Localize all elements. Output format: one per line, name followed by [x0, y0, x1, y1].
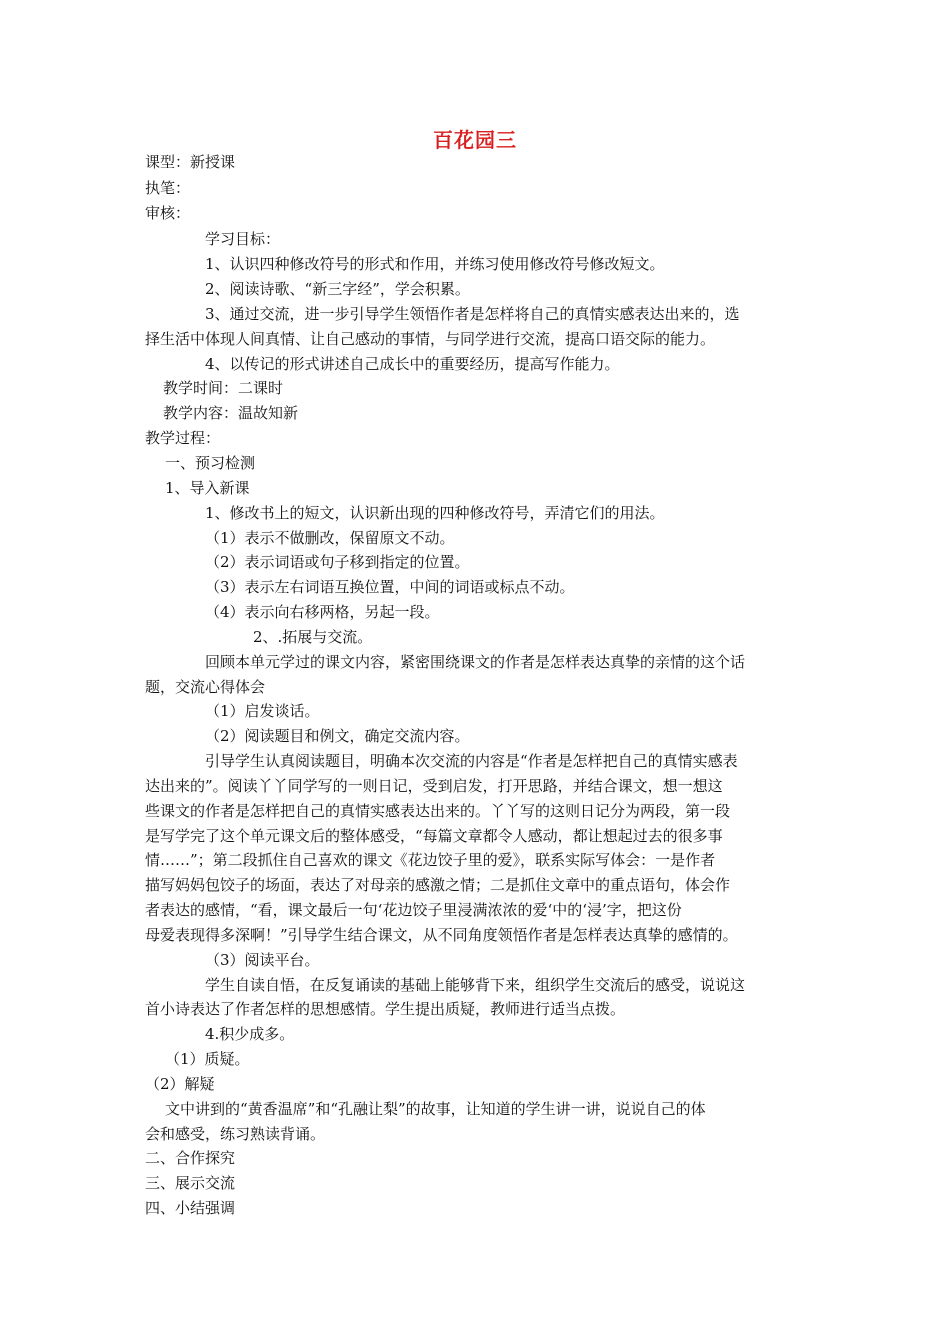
section-heading: 一、预习检测 [165, 454, 256, 472]
teaching-process: 教学过程： [145, 429, 221, 447]
paragraph-line: 2、.拓展与交流。 [253, 628, 373, 646]
paragraph-line: 引导学生认真阅读题目，明确本次交流的内容是“作者是怎样把自己的真情实感表 [205, 752, 738, 770]
teaching-content: 教学内容：温故知新 [163, 404, 299, 422]
goals-heading: 学习目标： [205, 230, 281, 248]
paragraph-line: 首小诗表达了作者怎样的思想感情。学生提出质疑，教师进行适当点拨。 [145, 1000, 626, 1018]
section-heading: 四、小结强调 [145, 1199, 236, 1217]
paragraph-line: 1、修改书上的短文，认识新出现的四种修改符号，弄清它们的用法。 [205, 504, 665, 522]
goal-item-cont: 择生活中体现人间真情、让自己感动的事情，与同学进行交流，提高口语交际的能力。 [145, 330, 716, 348]
paragraph-line: 题，交流心得体会 [145, 678, 266, 696]
list-item: （3）阅读平台。 [205, 951, 320, 969]
list-item: （1）质疑。 [165, 1050, 250, 1068]
list-item: （2）阅读题目和例文，确定交流内容。 [205, 727, 470, 745]
paragraph-line: 些课文的作者是怎样把自己的真情实感表达出来的。丫丫写的这则日记分为两段，第一段 [145, 802, 731, 820]
section-heading: 三、展示交流 [145, 1174, 236, 1192]
list-item: （3）表示左右词语互换位置，中间的词语或标点不动。 [205, 578, 575, 596]
goal-item: 3、通过交流，进一步引导学生领悟作者是怎样将自己的真情实感表达出来的，选 [205, 305, 740, 323]
paragraph-line: 情……”；第二段抓住自己喜欢的课文《花边饺子里的爱》，联系实际写体会：一是作者 [145, 851, 716, 869]
list-item: （2）表示词语或句子移到指定的位置。 [205, 553, 470, 571]
paragraph-line: 回顾本单元学过的课文内容，紧密围绕课文的作者是怎样表达真挚的亲情的这个话 [205, 653, 746, 671]
subsection-heading: 1、导入新课 [165, 479, 250, 497]
paragraph-line: 是写学完了这个单元课文后的整体感受，“每篇文章都令人感动，都让想起过去的很多事 [145, 827, 723, 845]
list-item: （1）启发谈话。 [205, 702, 320, 720]
review-line: 审核： [145, 204, 191, 222]
goal-item: 2、阅读诗歌、“新三字经”，学会积累。 [205, 280, 470, 298]
writer-line: 执笔： [145, 179, 191, 197]
page-title: 百花园三 [433, 128, 517, 152]
paragraph-line: 描写妈妈包饺子的场面，表达了对母亲的感激之情；二是抓住文章中的重点语句，体会作 [145, 876, 731, 894]
list-item: （2）解疑 [145, 1075, 215, 1093]
paragraph-line: 4.积少成多。 [205, 1025, 295, 1043]
paragraph-line: 者表达的感情，“看，课文最后一句‘花边饺子里浸满浓浓的爱‘中的‘浸’字，把这份 [145, 901, 682, 919]
list-item: （1）表示不做删改，保留原文不动。 [205, 529, 455, 547]
paragraph-line: 达出来的”。阅读丫丫同学写的一则日记，受到启发，打开思路，并结合课文，想一想这 [145, 777, 723, 795]
teaching-time: 教学时间：二课时 [163, 379, 284, 397]
goal-item: 4、以传记的形式讲述自己成长中的重要经历，提高写作能力。 [205, 355, 620, 373]
paragraph-line: 文中讲到的“黄香温席”和“孔融让梨”的故事，让知道的学生讲一讲，说说自己的体 [165, 1100, 706, 1118]
list-item: （4）表示向右移两格，另起一段。 [205, 603, 440, 621]
goal-item: 1、认识四种修改符号的形式和作用，并练习使用修改符号修改短文。 [205, 255, 665, 273]
section-heading: 二、合作探究 [145, 1149, 236, 1167]
lesson-type: 课型：新授课 [145, 153, 236, 171]
paragraph-line: 学生自读自悟，在反复诵读的基础上能够背下来，组织学生交流后的感受，说说这 [205, 976, 746, 994]
paragraph-line: 会和感受，练习熟读背诵。 [145, 1125, 326, 1143]
paragraph-line: 母爱表现得多深啊！”引导学生结合课文，从不同角度领悟作者是怎样表达真挚的感情的。 [145, 926, 738, 944]
